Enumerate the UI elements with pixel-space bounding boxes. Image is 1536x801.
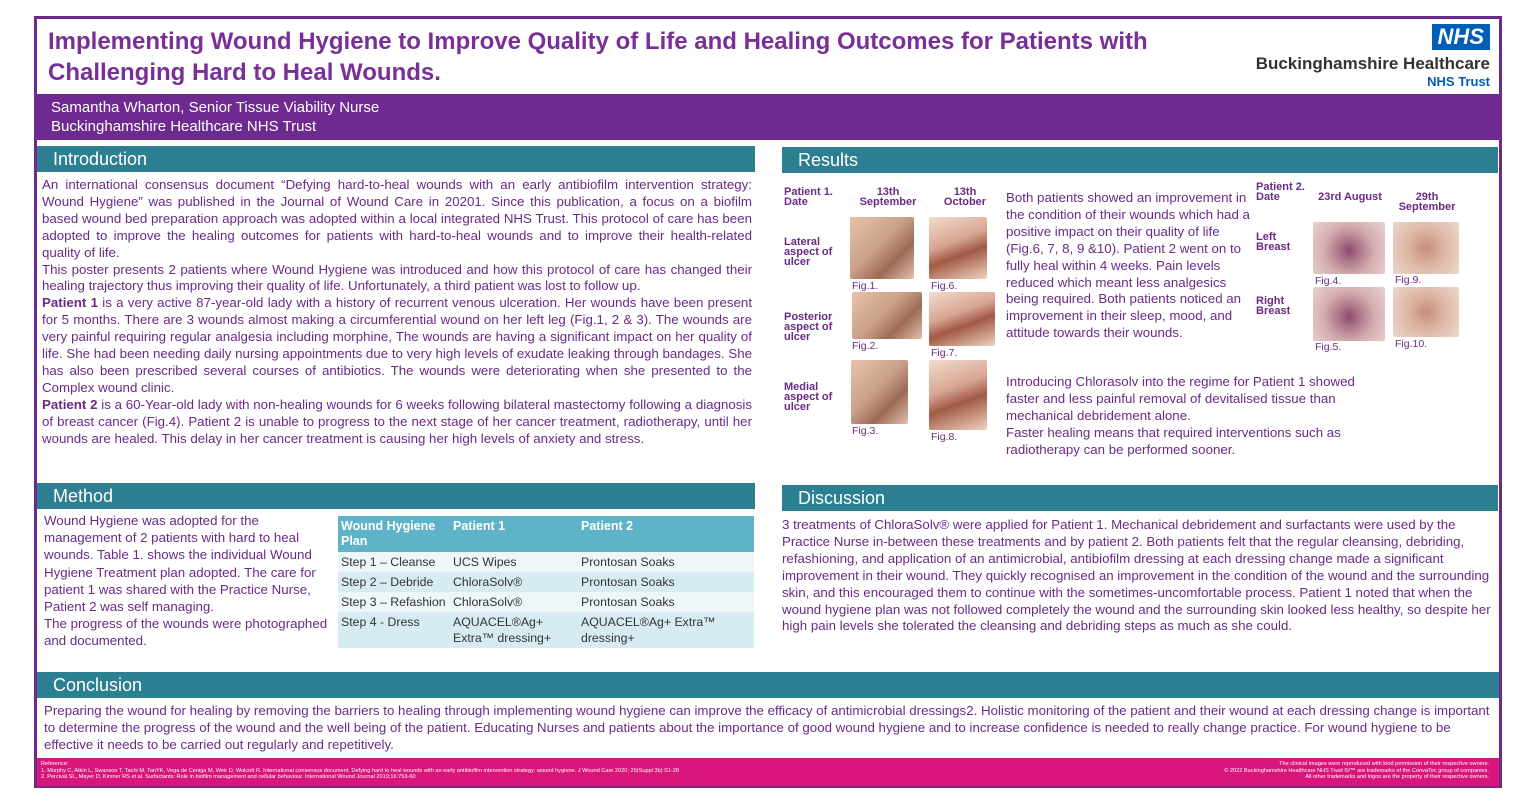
results-paragraph-3: Faster healing means that required interventions such as radiotherapy can be performed sooner. [1006,424,1341,457]
p2-date-2: 29th September [1398,191,1456,213]
table-cell: ChloraSolv® [450,572,578,592]
p2-row-label-left: Left Breast [1256,231,1291,253]
patient-1-lead: Patient 1 [42,295,98,311]
intro-paragraph-4 [42,397,752,448]
table-cell: ChloraSolv® [450,592,578,612]
wound-photo-fig3 [851,360,908,424]
table-row [338,552,754,572]
table-header-row [338,516,754,552]
logo-name: Buckinghamshire Healthcare [1255,54,1490,73]
table-header: Patient 1 [450,516,578,552]
wound-photo-fig2 [852,292,922,339]
p1-date-1: 13th September [859,186,917,208]
footer-notice: The clinical images were reproduced with kind permission of their respective owners. [1279,761,1489,767]
results-text-2 [1006,374,1384,459]
table-cell: Step 3 – Refashion [338,592,450,612]
p1-row-label-posterior: Posterior aspect of ulcer [784,311,833,343]
fig-caption: Fig.7. [931,347,958,359]
table-cell: UCS Wipes [450,552,578,572]
table-cell: Step 1 – Cleanse [338,552,450,572]
reference-1: 1. Murphy C, Atkin L, Swanson T, Tachi M, TanYK, Vega de Ceniga M, Weir D, Wolcott R. International consensus document. Defying hard to heal wounds with an early antibiofilm intervention strategy: wound hygiene. J Wound Care 2020; 29(Suppl 3b) S1-28 [41,767,680,774]
wound-photo-fig7 [929,292,995,346]
fig-caption: Fig.2. [852,340,879,352]
author-organisation: Buckinghamshire Healthcare NHS Trust [51,118,317,135]
table-cell: Step 2 – Debride [338,572,450,592]
wound-photo-fig6 [929,217,987,279]
wound-hygiene-table [338,516,754,648]
table-cell: Prontosan Soaks [578,592,754,612]
fig-caption: Fig.9. [1395,274,1422,286]
patient-1-text: is a very active 87-year-old lady with a history of recurrent venous ulceration. Her wounds have been present for 5 months. There are 3 wounds almost making a circumferential wound on her left leg (Fig.1, 2 & 3). The wounds are very painful requiring regular analgesia including morphine, The wounds are having a significant impact on her quality of life. She had been needing daily nursing appointments due to very high levels of exudate leaking through bandages. She has also been prescribed several courses of antibiotics. The wounds were deteriorating when she presented to the Complex wound clinic. [42,295,753,395]
results-heading: Results [782,147,1498,173]
wound-photo-fig1 [850,217,914,279]
fig-caption: Fig.10. [1395,338,1428,350]
discussion-text: 3 treatments of ChloraSolv® were applied for Patient 1. Mechanical debridement and surfactants were used by the Practice Nurse in-between these treatments and by patient 2. Both patients felt that the regular cleansing, debriding, refashioning, and application of an antimicrobial, antibiofilm dressing at each dressing change made a significant improvement in their wound. They quickly recognised an improvement in the condition of the wound and the surrounding skin, and this encouraged them to continue with the sometimes-uncomfortable process. Patient 1 noted that when the wound hygiene plan was not followed completely the wound and the surrounding skin looked less healthy, so despite her high pain levels she tolerated the cleansing and debriding steps as much as she could. [782,517,1491,634]
table-cell: Prontosan Soaks [578,552,754,572]
fig-caption: Fig.4. [1315,275,1342,287]
table-row [338,592,754,612]
p1-row-label-medial: Medial aspect of ulcer [784,381,833,413]
method-paragraph-1: Wound Hygiene was adopted for the management of 2 patients with hard to heal wounds. Table 1. shows the individual Wound Hygiene Treatment plan adopted. The care for patient 1 was shared with the Practice Nurse, Patient 2 was self managing. [44,513,316,615]
discussion-heading: Discussion [782,485,1498,511]
poster-title: Implementing Wound Hygiene to Improve Quality of Life and Healing Outcomes for Patients with Challenging Hard to Heal Wounds. [48,28,1148,86]
table-header: Patient 2 [578,516,754,552]
footer-band [37,758,1499,786]
conclusion-heading: Conclusion [37,672,1499,698]
table-row [338,572,754,592]
intro-paragraph-2: This poster presents 2 patients where Wound Hygiene was introduced and how this protocol of care has changed their healing trajectory thus improving their quality of life. Unfortunately, a third patient was lost to follow up. [42,261,752,294]
fig-caption: Fig.1. [852,280,879,292]
author-band [37,94,1499,140]
table-cell: Step 4 - Dress [338,612,450,648]
fig-caption: Fig.5. [1315,341,1342,353]
patient-1-date-label: Patient 1. Date [784,186,833,208]
method-paragraph-2: The progress of the wounds were photographed and documented. [44,616,328,649]
nhs-logo [1256,24,1490,89]
patient-2-date-label: Patient 2. Date [1256,181,1305,203]
intro-paragraph-3 [42,295,752,396]
results-text: Both patients showed an improvement in the condition of their wounds which had a positive impact on their quality of life (Fig.6, 7, 8, 9 &10). Patient 2 went on to fully heal within 4 weeks. Pain levels reduced which meant less analgesics being required. Both patients noticed an improvement in their sleep, mood, and attitude towards their wounds. [1006,190,1250,341]
p1-row-label-lateral: Lateral aspect of ulcer [784,236,833,268]
p1-date-2: 13th October [943,186,987,208]
wound-photo-fig8 [929,360,987,430]
nhs-badge: NHS [1432,24,1490,50]
p2-date-1: 23rd August [1318,191,1382,203]
results-paragraph-2: Introducing Chlorasolv into the regime for Patient 1 showed faster and less painful removal of devitalised tissue than mechanical debridement alone. [1006,374,1355,423]
wound-photo-fig4 [1313,222,1385,274]
method-heading: Method [37,483,755,509]
p2-row-label-right: Right Breast [1256,295,1291,317]
footer-notice: © 2022 Buckinghamshire Healthcare NHS Trust ®/™ are trademarks of the ConvaTec group of companies. [1224,767,1489,774]
introduction-heading: Introduction [37,146,755,172]
table-header: Wound Hygiene Plan [338,516,450,552]
conclusion-text: Preparing the wound for healing by removing the barriers to healing through implementing wound hygiene can improve the efficacy of antimicrobial dressings2. Holistic monitoring of the patient and their wound at each dressing change is important to determine the progress of the wound and the well being of the patient. Educating Nurses and patients about the importance of good wound hygiene and to increase confidence is needed to really change practice. For wound hygiene to be effective it needs to be carried out regularly and repetitively. [44,703,1490,752]
footer-notices [1224,761,1489,781]
wound-photo-fig10 [1393,287,1459,337]
patient-2-text: is a 60-Year-old lady with non-healing wounds for 6 weeks following bilateral mastectomy following a diagnosis of breast cancer (Fig.4). Patient 2 is unable to progress to the next stage of her cancer treatment, radiotherapy, until her wounds are healed. This delay in her cancer treatment is causing her high levels of anxiety and stress. [42,396,753,446]
table-cell: Prontosan Soaks [578,572,754,592]
wound-photo-fig5 [1313,287,1385,341]
method-text [44,512,332,650]
reference-title: Reference: [41,761,69,767]
fig-caption: Fig.6. [931,280,958,292]
reference-2: 2. Percival SL, Mayer D, Kirsner RS et al. Surfactants: Role in biofilm management and cellular behaviour. International Wound Journal 2019;16:753-60 [41,774,416,781]
table-row [338,612,754,648]
table-cell: AQUACEL®Ag+ Extra™ dressing+ [450,612,578,648]
footer-notice: All other trademarks and logos are the property of their respective owners. [1305,774,1489,781]
wound-photo-fig9 [1393,222,1459,274]
patient-2-lead: Patient 2 [42,396,98,412]
fig-caption: Fig.8. [931,431,958,443]
fig-caption: Fig.3. [852,425,879,437]
intro-paragraph-1: An international consensus document “Defying hard-to-heal wounds with an early antibiofilm intervention strategy: Wound Hygiene” was published in the Journal of Wound Care in 20201. Since this publication, a focus on a biofilm based wound bed preparation approach was adopted within a local integrated NHS Trust. This protocol of care has been adopted to improve the healing outcomes for patients with hard-to-heal wounds and to improve their health-related quality of life. [42,177,752,260]
table-cell: AQUACEL®Ag+ Extra™ dressing+ [578,612,754,648]
introduction-text [42,177,752,448]
logo-trust: NHS Trust [1427,74,1490,89]
author-name: Samantha Wharton, Senior Tissue Viability Nurse [51,99,380,116]
